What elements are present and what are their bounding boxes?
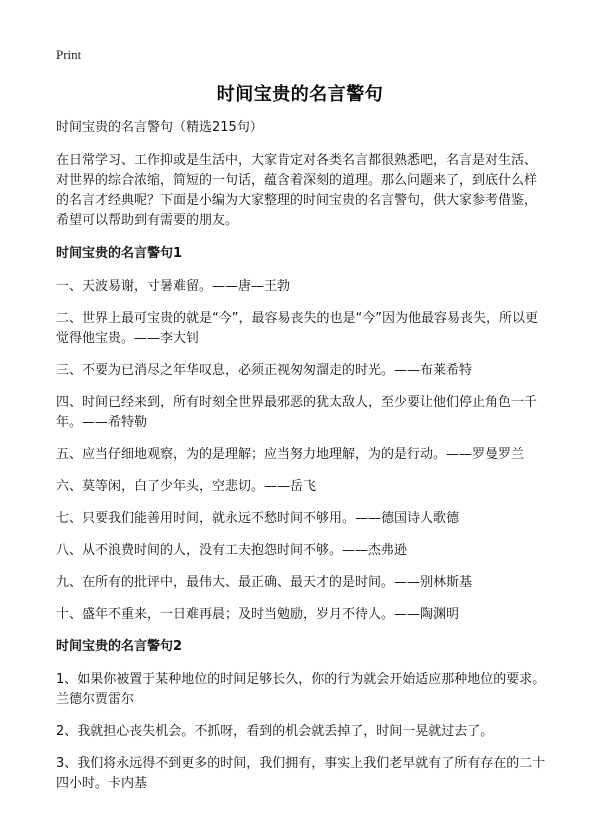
section-heading: 时间宝贵的名言警句1 xyxy=(56,246,183,261)
quote-item: 四、时间已经来到，所有时刻全世界最邪恶的犹太敌人，至少要让他们停止角色一千年。——希特勒 xyxy=(56,395,538,430)
quote-item: 2、我就担心丧失机会。不抓呀，看到的机会就丢掉了，时间一晃就过去了。 xyxy=(56,724,494,739)
article-body xyxy=(56,118,546,806)
section-heading: 时间宝贵的名言警句2 xyxy=(56,639,183,654)
quote-item: 九、在所有的批评中，最伟大、最正确、最天才的是时间。——别林斯基 xyxy=(56,575,473,590)
quote-item: 1、如果你被置于某种地位的时间足够长久，你的行为就会开始适应那种地位的要求。兰德尔贾雷尔 xyxy=(56,672,546,707)
quote-item: 八、从不浪费时间的人，没有工夫抱怨时间不够。——杰弗逊 xyxy=(56,543,408,558)
quote-item: 三、不要为已消尽之年华叹息，必须正视匆匆溜走的时光。——布莱希特 xyxy=(56,363,473,378)
print-link[interactable]: Print xyxy=(56,47,82,62)
quote-item: 一、天波易谢，寸暑难留。——唐—王勃 xyxy=(56,279,291,294)
quote-item: 3、我们将永远得不到更多的时间，我们拥有，事实上我们老早就有了所有存在的二十四小时。卡内基 xyxy=(56,756,546,791)
quote-item: 七、只要我们能善用时间，就永远不愁时间不够用。——德国诗人歌德 xyxy=(56,511,460,526)
quote-item: 二、世界上最可宝贵的就是“今”，最容易丧失的也是“今”因为他最容易丧失，所以更觉得他宝贵。——李大钊 xyxy=(56,311,538,346)
quote-item: 六、莫等闲，白了少年头，空悲切。——岳飞 xyxy=(56,479,317,494)
article-subtitle: 时间宝贵的名言警句（精选215句） xyxy=(56,120,263,135)
page-title: 时间宝贵的名言警句 xyxy=(216,84,384,105)
quote-item: 十、盛年不重来，一日难再晨；及时当勉励，岁月不待人。——陶渊明 xyxy=(56,607,460,622)
intro-paragraph: 在日常学习、工作抑或是生活中，大家肯定对各类名言都很熟悉吧，名言是对生活、对世界的综合浓缩，简短的一句话，蕴含着深刻的道理。那么问题来了，到底什么样的名言才经典呢？下面是小编为大家整理的时间宝贵的名言警句，供大家参考借鉴，希望可以帮助到有需要的朋友。 xyxy=(56,153,538,228)
quote-item: 五、应当仔细地观察，为的是理解；应当努力地理解，为的是行动。——罗曼罗兰 xyxy=(56,447,525,462)
